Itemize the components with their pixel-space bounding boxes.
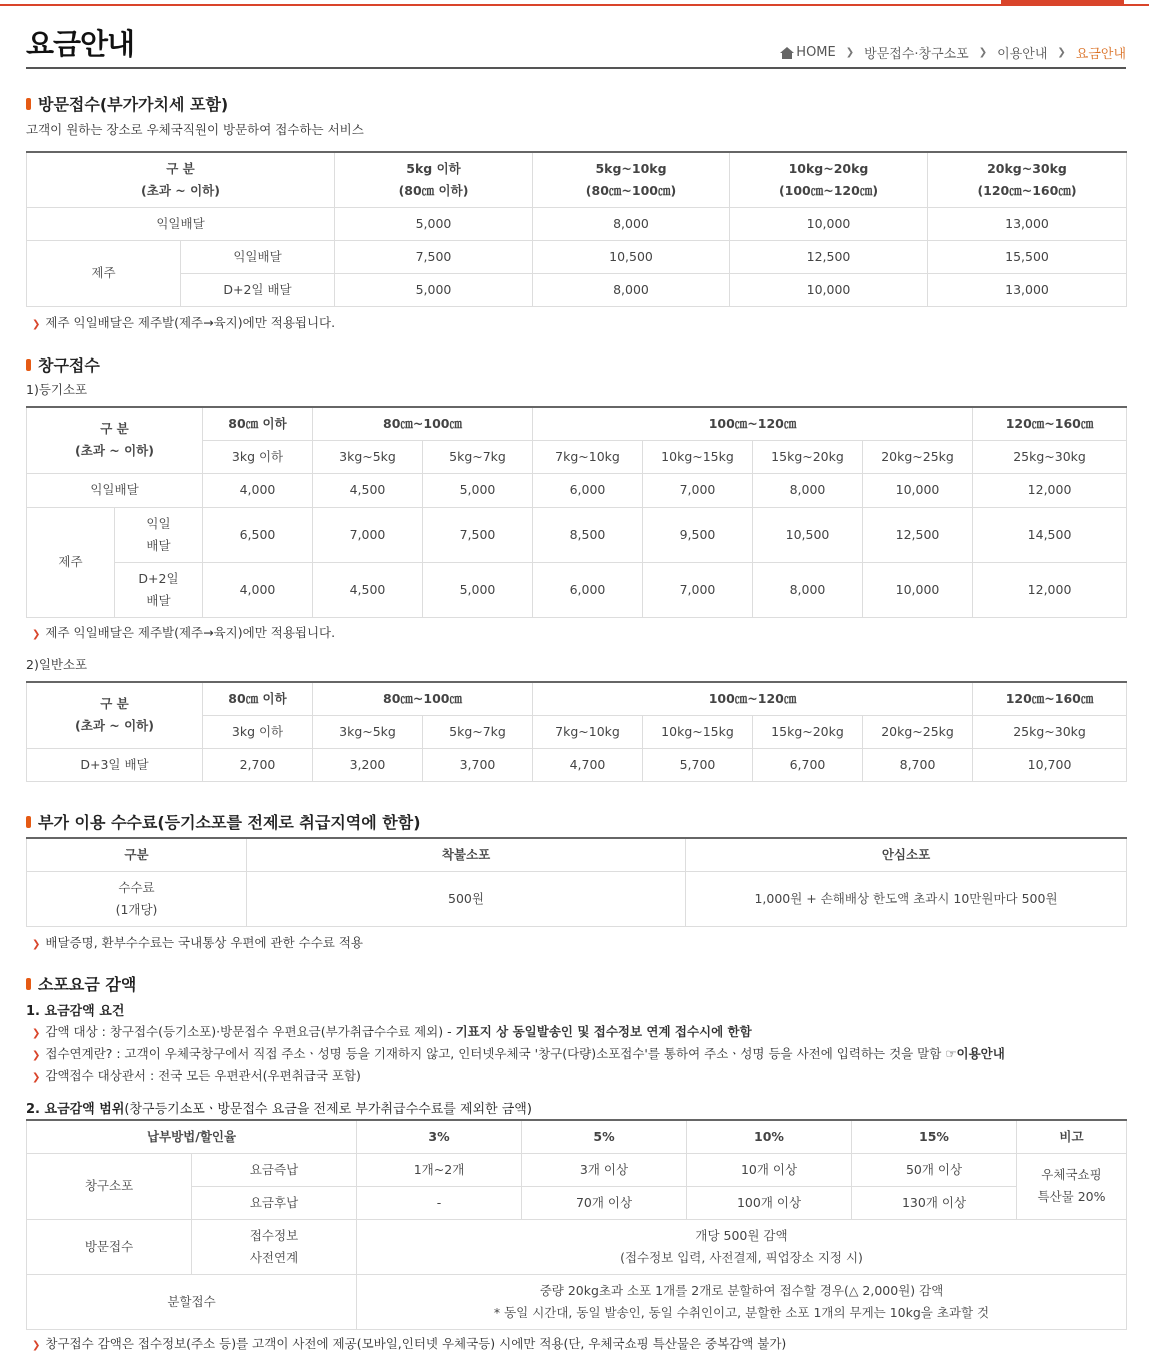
table-row	[27, 748, 1127, 781]
col-header: 20kg~30kg (120㎝~160㎝)	[928, 152, 1127, 207]
table-cell: 중량 20kg초과 소포 1개를 2개로 분할하여 접수할 경우(△ 2,000원) 감액 * 동일 시간대, 동일 발송인, 동일 수취인이고, 분할한 소포 1개의 무게는 10kg을 초과할 것	[357, 1274, 1127, 1329]
section-title-text: 방문접수(부가가치세 포함)	[38, 95, 229, 114]
table-cell: 2,700	[203, 748, 313, 781]
table-row	[27, 507, 1127, 562]
bullet-icon	[26, 816, 31, 828]
table-cell: 구분	[27, 838, 247, 871]
bullet-icon	[26, 359, 31, 371]
col-header: 10kg~20kg (100㎝~120㎝)	[730, 152, 928, 207]
table-cell: 5,700	[643, 748, 753, 781]
table-cell: 1,000원 + 손해배상 한도액 초과시 10만원마다 500원	[686, 871, 1127, 926]
table-cell: 3%	[357, 1120, 522, 1153]
section-title-counter: 창구접수	[26, 353, 100, 376]
table-cell: 8,000	[753, 473, 863, 507]
chevron-right-icon: ❯	[32, 939, 41, 950]
table-cell: 20kg~25kg	[863, 715, 973, 748]
table-cell: 10kg~15kg	[643, 715, 753, 748]
table-cell: 1개~2개	[357, 1153, 522, 1186]
table-cell: 7kg~10kg	[533, 440, 643, 473]
page-header	[26, 22, 1126, 69]
table-cell: 6,500	[203, 507, 313, 562]
table-cell: 70개 이상	[522, 1186, 687, 1219]
table-cell: 4,000	[203, 473, 313, 507]
table-cell: 3,700	[423, 748, 533, 781]
table-cell: 13,000	[928, 273, 1127, 306]
table-cell: 3,200	[313, 748, 423, 781]
note: ❯ 감액접수 대상관서 : 전국 모든 우편관서(우편취급국 포함)	[32, 1068, 361, 1083]
fee-table	[26, 837, 1127, 927]
note: ❯ 접수연계란? : 고객이 우체국창구에서 직접 주소ㆍ성명 등을 기재하지 않고, 인터넷우체국 '창구(다량)소포접수'를 통하여 주소ㆍ성명 등을 사전에 입력하는 것을 말함 ☞이용안내	[32, 1046, 1005, 1061]
table-cell: 80㎝ 이하	[203, 682, 313, 715]
table-row	[27, 1186, 1127, 1219]
table-row	[27, 273, 1127, 306]
table-row	[27, 1274, 1127, 1329]
page-title: 요금안내	[26, 27, 135, 61]
table-cell: 25kg~30kg	[973, 440, 1127, 473]
table-cell: 10,000	[730, 207, 928, 240]
table-cell: 수수료 (1개당)	[27, 871, 247, 926]
table-cell: 5kg~7kg	[423, 715, 533, 748]
col-header: 120㎝~160㎝	[973, 407, 1127, 440]
section-title-fee: 부가 이용 수수료(등기소포를 전제로 취급지역에 한함)	[26, 810, 421, 833]
table-cell: 제주	[27, 507, 115, 617]
table-cell: 7,500	[335, 240, 533, 273]
table-cell: 4,500	[313, 562, 423, 617]
table-cell: 7,000	[313, 507, 423, 562]
table-cell: 10,700	[973, 748, 1127, 781]
chevron-right-icon: ❯	[32, 629, 41, 640]
table-cell: 10%	[687, 1120, 852, 1153]
table-cell: 8,000	[533, 207, 730, 240]
table-cell: 5,000	[335, 273, 533, 306]
table-cell: 10개 이상	[687, 1153, 852, 1186]
table-row	[27, 473, 1127, 507]
chevron-right-icon: ❯	[32, 1072, 41, 1083]
breadcrumb-home[interactable]: HOME	[796, 45, 836, 60]
table-cell: 130개 이상	[852, 1186, 1017, 1219]
col-header: 5kg~10kg (80㎝~100㎝)	[533, 152, 730, 207]
table-cell: 20kg~25kg	[863, 440, 973, 473]
table-cell: 분할접수	[27, 1274, 357, 1329]
table-cell: 6,700	[753, 748, 863, 781]
table-cell: 25kg~30kg	[973, 715, 1127, 748]
section-title-visit	[26, 92, 228, 115]
table-row	[27, 562, 1127, 617]
breadcrumb-l2[interactable]: 이용안내	[997, 47, 1048, 62]
table-cell: 익일배달	[181, 240, 335, 273]
table-cell: 10,000	[863, 562, 973, 617]
table-cell: 14,500	[973, 507, 1127, 562]
table-cell: 8,700	[863, 748, 973, 781]
note: ❯ 제주 익일배달은 제주발(제주→육지)에만 적용됩니다.	[32, 315, 336, 330]
chevron-right-icon: ❯	[32, 1340, 41, 1351]
home-icon[interactable]	[780, 47, 793, 59]
table-cell: 7,000	[643, 473, 753, 507]
table-cell: 100개 이상	[687, 1186, 852, 1219]
chevron-right-icon: ❯	[32, 1028, 41, 1039]
chevron-right-icon: ❯	[32, 1050, 41, 1061]
table-cell: 10,000	[730, 273, 928, 306]
table-cell: 4,000	[203, 562, 313, 617]
table-cell: 요금즉납	[192, 1153, 357, 1186]
table-cell: 10,500	[753, 507, 863, 562]
breadcrumb-l1[interactable]: 방문접수·창구소포	[864, 47, 969, 62]
table-cell: 9,500	[643, 507, 753, 562]
table-cell: 개당 500원 감액 (접수정보 입력, 사전결제, 픽업장소 지정 시)	[357, 1219, 1127, 1274]
table-row	[27, 207, 1127, 240]
table-cell: -	[357, 1186, 522, 1219]
table-cell: 익일 배달	[115, 507, 203, 562]
table-cell: 10,000	[863, 473, 973, 507]
chevron-right-icon: ❯	[845, 47, 855, 58]
table-cell: 15kg~20kg	[753, 715, 863, 748]
table-cell: 12,000	[973, 473, 1127, 507]
table-cell: D+2일 배달	[181, 273, 335, 306]
table-cell: 납부방법/할인율	[27, 1120, 357, 1153]
section-title-discount: 소포요금 감액	[26, 972, 136, 995]
table-cell: 5,000	[335, 207, 533, 240]
table-cell: 15,500	[928, 240, 1127, 273]
table-cell: 15%	[852, 1120, 1017, 1153]
breadcrumb-current: 요금안내	[1075, 47, 1126, 62]
table-cell: 7,500	[423, 507, 533, 562]
table-cell: 500원	[247, 871, 686, 926]
table-cell: D+3일 배달	[27, 748, 203, 781]
chevron-right-icon: ❯	[978, 47, 988, 58]
table-cell: 5kg~7kg	[423, 440, 533, 473]
table-cell: 100㎝~120㎝	[533, 682, 973, 715]
bullet-icon	[26, 98, 31, 110]
chevron-right-icon: ❯	[32, 319, 41, 330]
table-cell: 5,000	[423, 562, 533, 617]
subtitle-range: 2. 요금감액 범위(창구등기소포ㆍ방문접수 요금을 전제로 부가취급수수료를 제외한 금액)	[26, 1102, 532, 1117]
col-header: 80㎝~100㎝	[313, 407, 533, 440]
table-cell: 익일배달	[27, 473, 203, 507]
table-cell: 4,500	[313, 473, 423, 507]
table-cell: 5%	[522, 1120, 687, 1153]
table-cell: 우체국쇼핑 특산물 20%	[1017, 1153, 1127, 1219]
chevron-right-icon: ❯	[1057, 47, 1066, 58]
note: ❯ 감액 대상 : 창구접수(등기소포)·방문접수 우편요금(부가취급수수료 제외) - 기표지 상 동일발송인 및 접수정보 연계 접수시에 한함	[32, 1024, 752, 1039]
table-cell: 창구소포	[27, 1153, 192, 1219]
table-cell: 8,000	[753, 562, 863, 617]
visit-rate-table	[26, 151, 1127, 307]
bullet-icon	[26, 978, 31, 990]
table-cell: 50개 이상	[852, 1153, 1017, 1186]
col-header: 100㎝~120㎝	[533, 407, 973, 440]
table-cell: 방문접수	[27, 1219, 192, 1274]
col-header: 구 분 (초과 ~ 이하)	[27, 407, 203, 473]
registered-parcel-table	[26, 406, 1127, 618]
top-accent-tab	[1001, 0, 1124, 6]
table-cell: 3kg 이하	[203, 715, 313, 748]
table-cell: 12,500	[863, 507, 973, 562]
table-cell: 비고	[1017, 1120, 1127, 1153]
table-row	[27, 1219, 1127, 1274]
table-cell: 6,000	[533, 473, 643, 507]
usage-guide-link[interactable]: ☞이용안내	[945, 1046, 1005, 1061]
table-cell: 접수정보 사전연계	[192, 1219, 357, 1274]
table-cell: 15kg~20kg	[753, 440, 863, 473]
table-cell: 6,000	[533, 562, 643, 617]
visit-description: 고객이 원하는 장소로 우체국직원이 방문하여 접수하는 서비스	[26, 122, 364, 137]
table-cell: 80㎝~100㎝	[313, 682, 533, 715]
top-accent-line	[0, 4, 1149, 6]
table-cell: 7,000	[643, 562, 753, 617]
table-cell: 요금후납	[192, 1186, 357, 1219]
table-cell: 안심소포	[686, 838, 1127, 871]
col-header: 구 분 (초과 ~ 이하)	[27, 152, 335, 207]
table-cell: 13,000	[928, 207, 1127, 240]
table-cell: 8,000	[533, 273, 730, 306]
table-cell: 3kg~5kg	[313, 440, 423, 473]
table-row	[27, 1153, 1127, 1186]
table-cell: 10kg~15kg	[643, 440, 753, 473]
table-cell: 12,000	[973, 562, 1127, 617]
subtitle-registered: 1)등기소포	[26, 382, 88, 397]
table-cell: 4,700	[533, 748, 643, 781]
table-cell: 8,500	[533, 507, 643, 562]
table-cell: 3kg 이하	[203, 440, 313, 473]
subtitle-requirements: 1. 요금감액 요건	[26, 1004, 125, 1019]
discount-table	[26, 1119, 1127, 1330]
note: ❯ 배달증명, 환부수수료는 국내통상 우편에 관한 수수료 적용	[32, 935, 364, 950]
table-cell: 12,500	[730, 240, 928, 273]
breadcrumb	[780, 43, 1126, 62]
table-cell: D+2일 배달	[115, 562, 203, 617]
col-header: 80㎝ 이하	[203, 407, 313, 440]
table-cell: 10,500	[533, 240, 730, 273]
table-cell: 7kg~10kg	[533, 715, 643, 748]
note: ❯ 제주 익일배달은 제주발(제주→육지)에만 적용됩니다.	[32, 625, 336, 640]
table-row	[27, 240, 1127, 273]
table-cell: 제주	[27, 240, 181, 306]
table-cell: 5,000	[423, 473, 533, 507]
table-cell: 120㎝~160㎝	[973, 682, 1127, 715]
table-cell: 익일배달	[27, 207, 335, 240]
table-cell: 3개 이상	[522, 1153, 687, 1186]
col-header: 5kg 이하 (80㎝ 이하)	[335, 152, 533, 207]
col-header: 구 분 (초과 ~ 이하)	[27, 682, 203, 748]
table-cell: 착불소포	[247, 838, 686, 871]
note: ❯ 창구접수 감액은 접수정보(주소 등)를 고객이 사전에 제공(모바일,인터넷 우체국등) 시에만 적용(단, 우체국쇼핑 특산물은 중복감액 불가)	[32, 1336, 787, 1351]
subtitle-general: 2)일반소포	[26, 657, 88, 672]
table-cell: 3kg~5kg	[313, 715, 423, 748]
table-row	[27, 871, 1127, 926]
general-parcel-table	[26, 681, 1127, 782]
